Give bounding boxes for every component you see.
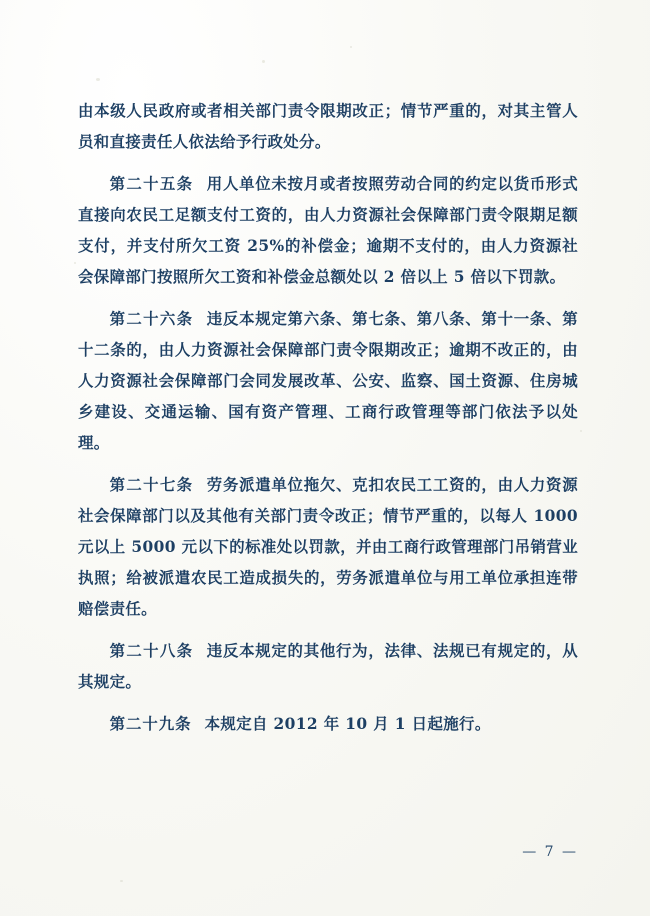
paragraph-article-27 — [78, 470, 578, 625]
paper-speck — [262, 60, 265, 63]
paper-speck — [96, 78, 100, 81]
paragraph-text: 违反本规定的其他行为，法律、法规已有规定的，从其规定。 — [78, 642, 578, 691]
article-number: 第二十八条 — [109, 642, 194, 660]
paragraph-article-25 — [78, 169, 578, 293]
paper-speck — [580, 430, 582, 432]
paragraph-text: 由本级人民政府或者相关部门责令限期改正；情节严重的，对其主管人员和直接责任人依法给予行政处分。 — [78, 102, 578, 151]
paragraph-article-28 — [78, 636, 578, 698]
paragraph-article-26 — [78, 304, 578, 459]
article-number: 第二十七条 — [109, 476, 194, 494]
paragraph-text: 违反本规定第六条、第七条、第八条、第十一条、第十二条的，由人力资源社会保障部门责令限期改正；逾期不改正的，由人力资源社会保障部门会同发展改革、公安、监察、国土资源、住房城乡建设、交通运输、国有资产管理、工商行政管理等部门依法予以处理。 — [78, 310, 578, 452]
article-number: 第二十五条 — [109, 175, 194, 193]
article-number: 第二十六条 — [109, 310, 194, 328]
paragraph-continued — [78, 96, 578, 158]
paragraph-text: 用人单位未按月或者按照劳动合同的约定以货币形式直接向农民工足额支付工资的，由人力资源社会保障部门责令限期足额支付，并支付所欠工资 25%的补偿金；逾期不支付的，由人力资源社会保障部门按照所欠工资和补偿金总额处以 2 倍以上 5 倍以下罚款。 — [78, 175, 578, 286]
document-body — [78, 96, 578, 751]
page-number: — 7 — — [522, 844, 578, 860]
article-number: 第二十九条 — [109, 715, 192, 733]
paragraph-article-29 — [78, 709, 578, 740]
paper-speck — [120, 880, 123, 882]
paper-speck — [350, 46, 352, 48]
paragraph-text: 本规定自 2012 年 10 月 1 日起施行。 — [204, 715, 491, 733]
paragraph-text: 劳务派遣单位拖欠、克扣农民工工资的，由人力资源社会保障部门以及其他有关部门责令改正；情节严重的，以每人 1000 元以上 5000 元以下的标准处以罚款，并由工商行政管理部门吊销营业执照；给被派遣农民工造成损失的，劳务派遣单位与用工单位承担连带赔偿责任。 — [78, 476, 578, 618]
paper-speck — [74, 262, 76, 264]
